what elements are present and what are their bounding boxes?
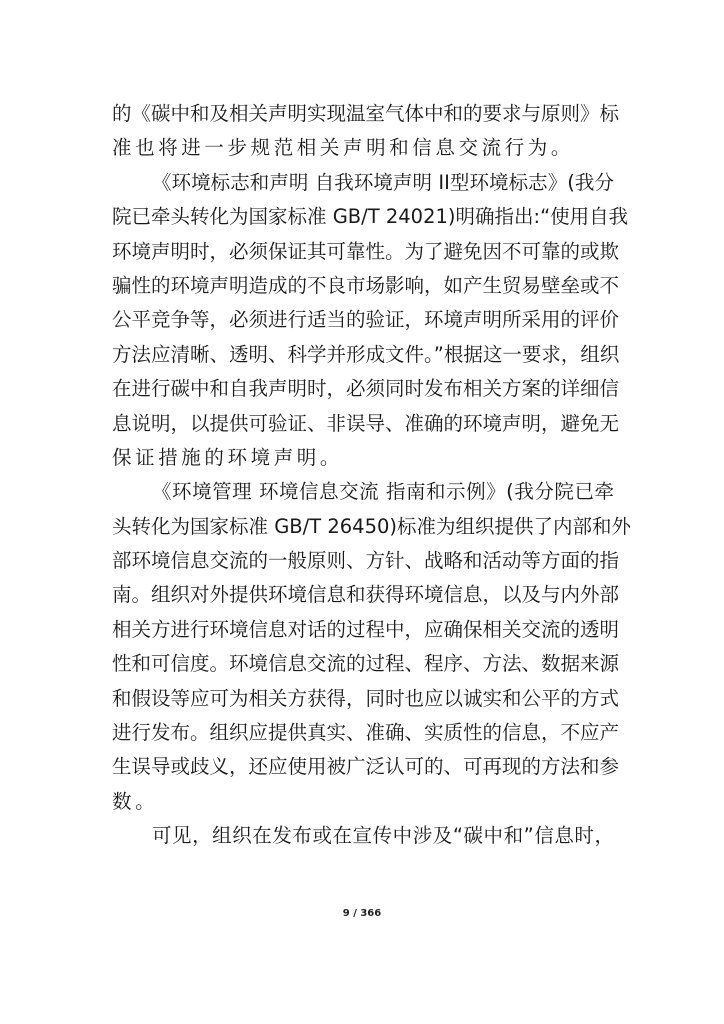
text-line: 可见，组织在发布或在宣传中涉及“碳中和”信息时， xyxy=(152,824,614,848)
text-line: 环境声明时，必须保证其可靠性。为了避免因不可靠的或欺 xyxy=(112,239,620,263)
text-line: 《环境标志和声明 自我环境声明 II型环境标志》(我分 xyxy=(152,170,614,194)
text-line: 保证措施的环境声明。 xyxy=(112,445,344,469)
text-line: 准也将进一步规范相关声明和信息交流行为。 xyxy=(112,136,575,160)
text-line: 方法应清晰、透明、科学并形成文件。”根据这一要求，组织 xyxy=(112,342,620,366)
text-line: 相关方进行环境信息对话的过程中，应确保相关交流的透明 xyxy=(112,617,620,641)
text-line: 院已牵头转化为国家标准 GB/T 24021)明确指出:“使用自我 xyxy=(112,205,629,229)
text-line: 息说明，以提供可验证、非误导、准确的环境声明，避免无 xyxy=(112,411,620,435)
text-line: 头转化为国家标准 GB/T 26450)标准为组织提供了内部和外 xyxy=(112,514,632,538)
text-line: 的《碳中和及相关声明实现温室气体中和的要求与原则》标 xyxy=(112,102,620,125)
text-line: 生误导或歧义，还应使用被广泛认可的、可再现的方法和参 xyxy=(112,755,620,779)
page-number: 9 / 366 xyxy=(342,908,382,919)
text-line: 公平竞争等，必须进行适当的验证，环境声明所采用的评价 xyxy=(112,308,620,332)
text-line: 《环境管理 环境信息交流 指南和示例》(我分院已牵 xyxy=(152,480,614,504)
text-line: 和假设等应可为相关方获得，同时也应以诚实和公平的方式 xyxy=(112,686,620,710)
text-line: 部环境信息交流的一般原则、方针、战略和活动等方面的指 xyxy=(112,549,620,573)
document-body xyxy=(112,97,632,854)
text-line: 骗性的环境声明造成的不良市场影响，如产生贸易壁垒或不 xyxy=(112,273,620,297)
text-line: 数。 xyxy=(112,789,159,813)
text-line: 南。组织对外提供环境信息和获得环境信息，以及与内外部 xyxy=(112,583,620,607)
text-line: 性和可信度。环境信息交流的过程、程序、方法、数据来源 xyxy=(112,652,620,676)
text-line: 在进行碳中和自我声明时，必须同时发布相关方案的详细信 xyxy=(112,377,620,401)
text-line: 进行发布。组织应提供真实、准确、实质性的信息，不应产 xyxy=(112,721,620,745)
